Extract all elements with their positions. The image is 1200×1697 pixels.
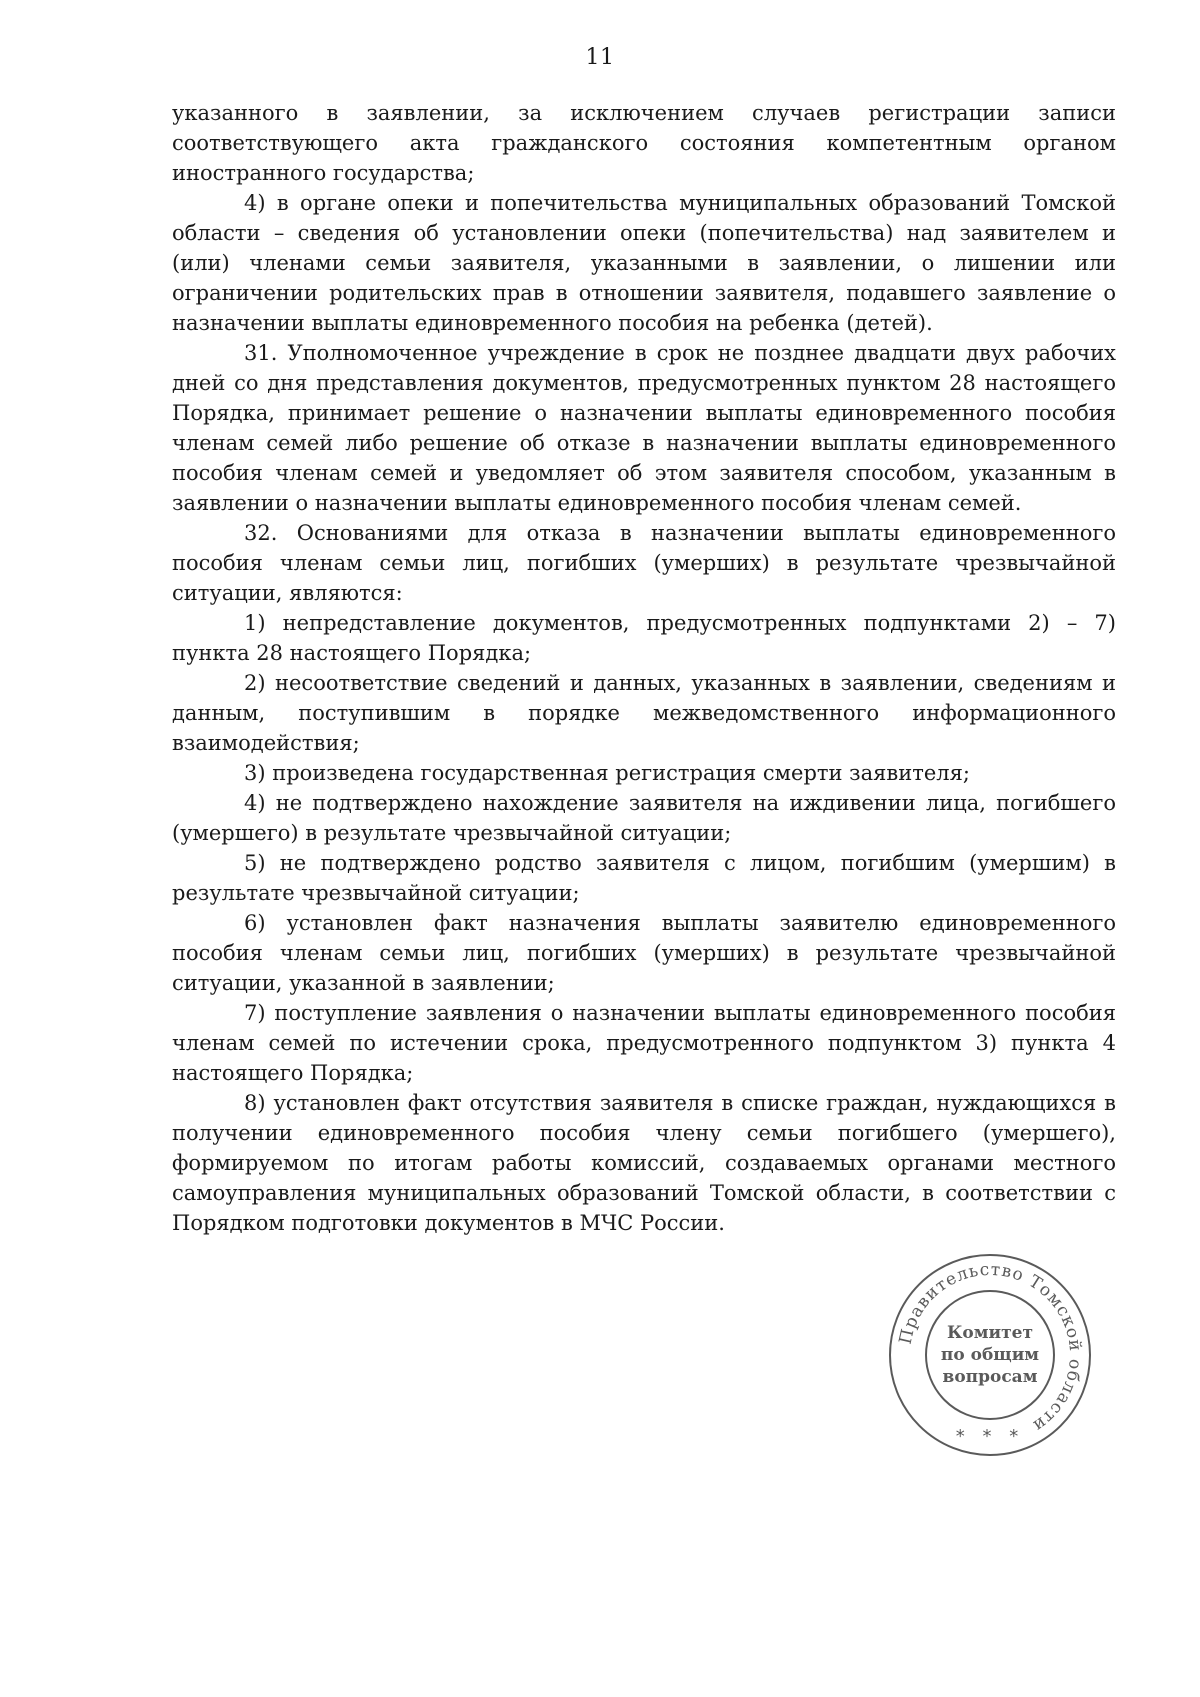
paragraph-2: 4) в органе опеки и попечительства муниципальных образований Томской области – сведения об установлении опеки (попечительства) над заявителем и (или) членами семьи заявителя, указанными в заявлении, о лишении или ограничении родительских прав в отношении заявителя, подавшего заявление о назначении выплаты единовременного пособия на ребенка (детей). [172, 191, 1116, 335]
paragraph-4: 32. Основаниями для отказа в назначении выплаты единовременного пособия членам семьи лиц, погибших (умерших) в результате чрезвычайной ситуации, являются: [172, 521, 1116, 605]
stamp-inner-line-3: вопросам [942, 1367, 1038, 1387]
document-body [172, 98, 1116, 1238]
paragraph-12: 8) установлен факт отсутствия заявителя в списке граждан, нуждающихся в получении единовременного пособия члену семьи погибшего (умершего), формируемом по итогам работы комиссий, создаваемых органами местного самоуправления муниципальных образований Томской области, в соответствии с Порядком подготовки документов в МЧС России. [172, 1091, 1116, 1235]
stamp-inner-line-1: Комитет [946, 1323, 1034, 1343]
paragraph-5: 1) непредставление документов, предусмотренных подпунктами 2) – 7) пункта 28 настоящего Порядка; [172, 611, 1116, 665]
stamp-seal [885, 1250, 1095, 1460]
paragraph-11: 7) поступление заявления о назначении выплаты единовременного пособия членам семей по истечении срока, предусмотренного подпунктом 3) пункта 4 настоящего Порядка; [172, 1001, 1116, 1085]
paragraph-9: 5) не подтверждено родство заявителя с лицом, погибшим (умершим) в результате чрезвычайной ситуации; [172, 851, 1116, 905]
paragraph-3: 31. Уполномоченное учреждение в срок не позднее двадцати двух рабочих дней со дня представления документов, предусмотренных пунктом 28 настоящего Порядка, принимает решение о назначении выплаты единовременного пособия членам семей либо решение об отказе в назначении выплаты единовременного пособия членам семей и уведомляет об этом заявителя способом, указанным в заявлении о назначении выплаты единовременного пособия членам семей. [172, 341, 1116, 515]
paragraph-6: 2) несоответствие сведений и данных, указанных в заявлении, сведениям и данным, поступившим в порядке межведомственного информационного взаимодействия; [172, 671, 1116, 755]
paragraph-1: указанного в заявлении, за исключением случаев регистрации записи соответствующего акта гражданского состояния компетентным органом иностранного государства; [172, 101, 1116, 185]
official-stamp [885, 1250, 1095, 1460]
paragraph-7: 3) произведена государственная регистрация смерти заявителя; [244, 761, 970, 785]
paragraph-8: 4) не подтверждено нахождение заявителя на иждивении лица, погибшего (умершего) в результате чрезвычайной ситуации; [172, 791, 1116, 845]
stamp-inner-line-2: по общим [940, 1345, 1040, 1365]
page-number: 11 [585, 45, 615, 70]
paragraph-10: 6) установлен факт назначения выплаты заявителю единовременного пособия членам семьи лиц, погибших (умерших) в результате чрезвычайной ситуации, указанной в заявлении; [172, 911, 1116, 995]
stamp-stars: * * * [955, 1426, 1025, 1447]
stamp-outer-text-path: Правительство Томской области [895, 1259, 1086, 1437]
